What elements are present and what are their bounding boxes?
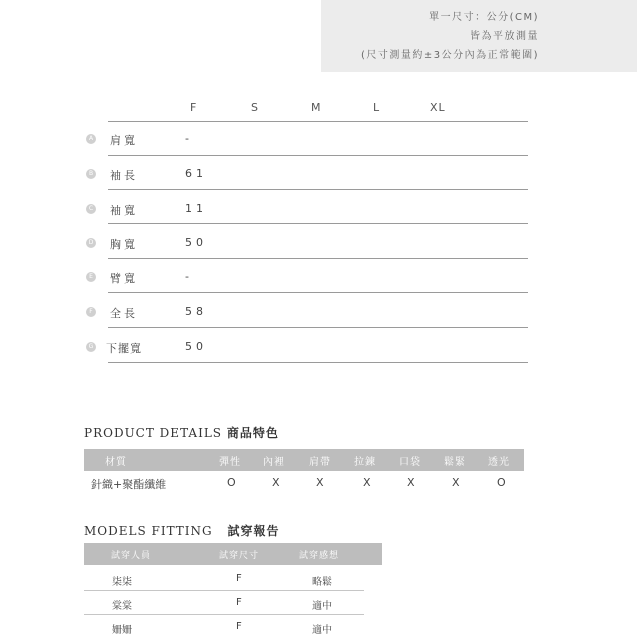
detail-value: X [363,476,371,489]
section-title-en: PRODUCT DETAILS [84,426,223,440]
detail-value: X [316,476,324,489]
measurement-row [86,122,528,156]
measurement-label: 下擺寬 [106,342,142,355]
model-name: 柒柒 [112,577,132,588]
unit-note-line: (尺寸測量約±3公分內為正常範圍) [360,50,539,61]
badge-g: G [86,342,96,352]
model-name: 姍姍 [112,625,132,636]
measurement-row [86,295,528,329]
detail-header: 肩帶 [309,457,331,468]
badge-d: D [86,238,96,248]
detail-value: O [227,476,236,489]
badge-f: F [86,307,96,317]
measurement-label: 臂寬 [110,272,138,285]
size-xl: XL [430,101,446,114]
measurement-value: 50 [185,340,207,353]
product-details-title [84,424,279,441]
unit-note-line: 單一尺寸：公分(CM) [429,12,539,23]
unit-note-box [321,0,637,72]
measurement-row [86,157,528,191]
model-size: F [236,597,242,608]
detail-header: 透光 [488,457,510,468]
measurement-label: 袖寬 [110,204,138,217]
measurement-row [86,260,528,294]
size-s: S [251,101,259,114]
detail-value: X [452,476,460,489]
measurement-value: 50 [185,236,207,249]
size-m: M [311,101,322,114]
detail-value: O [497,476,506,489]
badge-a: A [86,134,96,144]
detail-header: 鬆緊 [444,457,466,468]
measurement-value: - [185,270,193,283]
section-title-en: MODELS FITTING [84,524,213,538]
measurement-row [86,330,528,364]
models-fitting-header [84,543,382,565]
badge-c: C [86,204,96,214]
measurement-label: 胸寬 [110,238,138,251]
size-l: L [373,101,381,114]
model-feedback: 略鬆 [312,577,332,588]
detail-value: X [272,476,280,489]
fitting-header: 試穿尺寸 [219,551,260,561]
badge-b: B [86,169,96,179]
unit-note-line: 皆為平放測量 [470,31,539,42]
model-name: 棠棠 [112,601,132,612]
measurement-label: 全長 [110,307,138,320]
measurement-row [86,192,528,226]
model-size: F [236,621,242,632]
detail-header: 材質 [105,457,127,468]
detail-header: 彈性 [219,457,241,468]
measurement-value: 58 [185,305,207,318]
size-f: F [190,101,198,114]
fitting-header: 試穿人員 [111,551,152,561]
measurement-value: 11 [185,202,207,215]
detail-header: 口袋 [399,457,421,468]
model-feedback: 適中 [312,625,332,636]
measurement-label: 肩寬 [110,134,138,147]
section-title-zh: 試穿報告 [227,524,280,538]
section-title-zh: 商品特色 [226,426,279,440]
measurement-label: 袖長 [110,169,138,182]
divider [84,614,364,615]
measurement-row [86,226,528,260]
model-size: F [236,573,242,584]
detail-header: 拉鍊 [354,457,376,468]
detail-value: X [407,476,415,489]
detail-value: 針織+聚酯纖維 [91,478,167,491]
fitting-header: 試穿感想 [299,551,340,561]
measurement-value: 61 [185,167,207,180]
models-fitting-title [84,522,279,539]
model-feedback: 適中 [312,601,332,612]
detail-header: 內裡 [263,457,285,468]
measurement-value: - [185,132,193,145]
badge-e: E [86,272,96,282]
divider [84,590,364,591]
product-details-header [84,449,524,471]
